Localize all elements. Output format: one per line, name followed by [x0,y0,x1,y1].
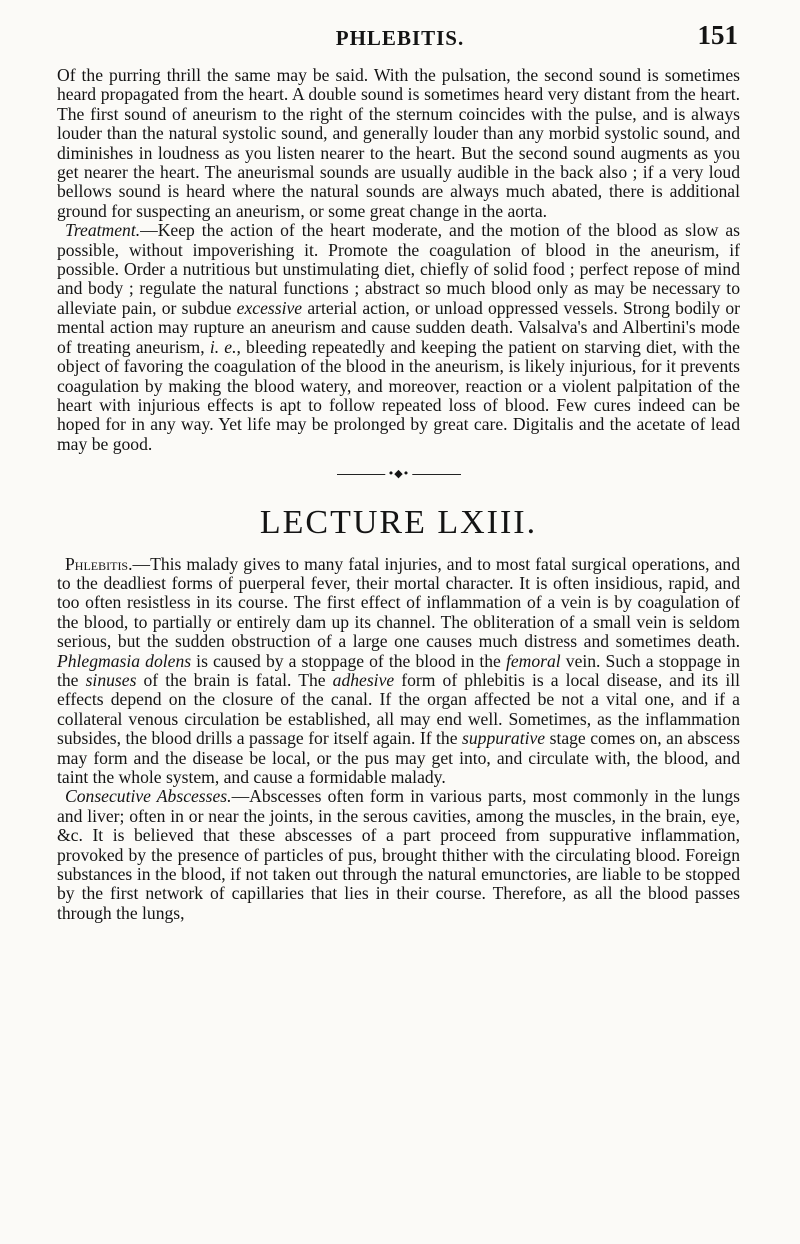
lecture-title: LECTURE LXIII. [259,504,538,542]
page-number: 151 [697,20,738,50]
treatment-heading: Treatment. [65,220,141,241]
treatment-paragraph: Treatment.—Keep the action of the heart moderate, and the motion of the blood as slow as possible, without impoverishing it. Promote the coagulation of blood in the aneurism, if possible. Order a nutritious but unstimulating diet, chiefly of solid food ; perfect repose of mind and body ; regulate the natural functions ; abstract so much blood only as may be necessary to alleviate pain, or subdue excessive arterial action, or unload oppressed vessels. Strong bodily or mental action may rupture an aneurism and cause sudden death. Valsalva's and Albertini's mode of treating aneurism, i. e., bleeding repeatedly and keeping the patient on starving diet, with the object of favoring the coagulation of the blood in the aneurism, is likely injurious, for it prevents coagulation by making the blood watery, and moreover, reaction or a violent palpitation of the heart with injurious effects is apt to follow repeated loss of blood. Few cures indeed can be hoped for in any way. Yet life may be prolonged by great care. Digitalis and the acetate of lead may be good. [57,220,740,454]
running-title: PHLEBITIS. [335,26,465,50]
phlebitis-paragraph: Phlebitis.—This malady gives to many fatal injuries, and to most fatal surgical operations, and to the deadliest forms of puerperal fever, their mortal character. It is often insidious, rapid, and too often resistless in its course. The first effect of inflammation of a vein is by coagulation of the blood, to partially or entirely dam up its channel. The obliteration of a small vein is seldom serious, but the sudden obstruction of a large one causes much distress and sometimes death. Phlegmasia dolens is caused by a stoppage of the blood in the femoral vein. Such a stoppage in the sinuses of the brain is fatal. The adhesive form of phlebitis is a local disease, and its ill effects depend on the closure of the canal. If the organ affected be not a vital one, and if a collateral venous circulation be established, all may end well. Sometimes, as the inflammation subsides, the blood drills a passage for itself again. If the suppurative stage comes on, an abscess may form and the disease be local, or the pus may get into, and circulate with, the blood, and taint the whole system, and cause a formidable malady. [57,553,741,787]
phlebitis-heading: Phlebitis. [65,553,133,574]
divider-ornament: •◆• [385,468,412,480]
aneurism-sounds-paragraph: Of the purring thrill the same may be said. With the pulsation, the second sound is sometimes heard propagated from the heart. A double sound is sometimes heard very distant from the heart. The first sound of aneurism to the right of the sternum coincides with the pulse, and is always louder than the natural systolic sound, and generally louder than any morbid systolic sound, and diminishes in loudness as you listen nearer to the heart. But the second sound augments as you get nearer the heart. The aneurismal sounds are usually audible in the back also ; if a very loud bellows sound is heard where the natural sounds are always much abated, there is additional ground for suspecting an aneurism, or some great change in the aorta. [57,65,740,221]
page-body [57,66,740,923]
consecutive-abscesses-paragraph: Consecutive Abscesses.—Abscesses often form in various parts, most commonly in the lungs and liver; often in or near the joints, in the serous cavities, among the muscles, in the brain, eye, &c. It is believed that these abscesses of a part proceed from suppurative inflammation, provoked by the presence of particles of pus, brought thither with the circulating blood. Foreign substances in the blood, if not taken out through the natural emunctories, are liable to be stopped by the first network of capillaries that lies in their course. Therefore, as all the blood passes through the lungs, [57,786,740,923]
page-header [0,18,800,58]
abscesses-heading: Consecutive Abscesses. [65,786,232,807]
section-divider [337,467,461,481]
